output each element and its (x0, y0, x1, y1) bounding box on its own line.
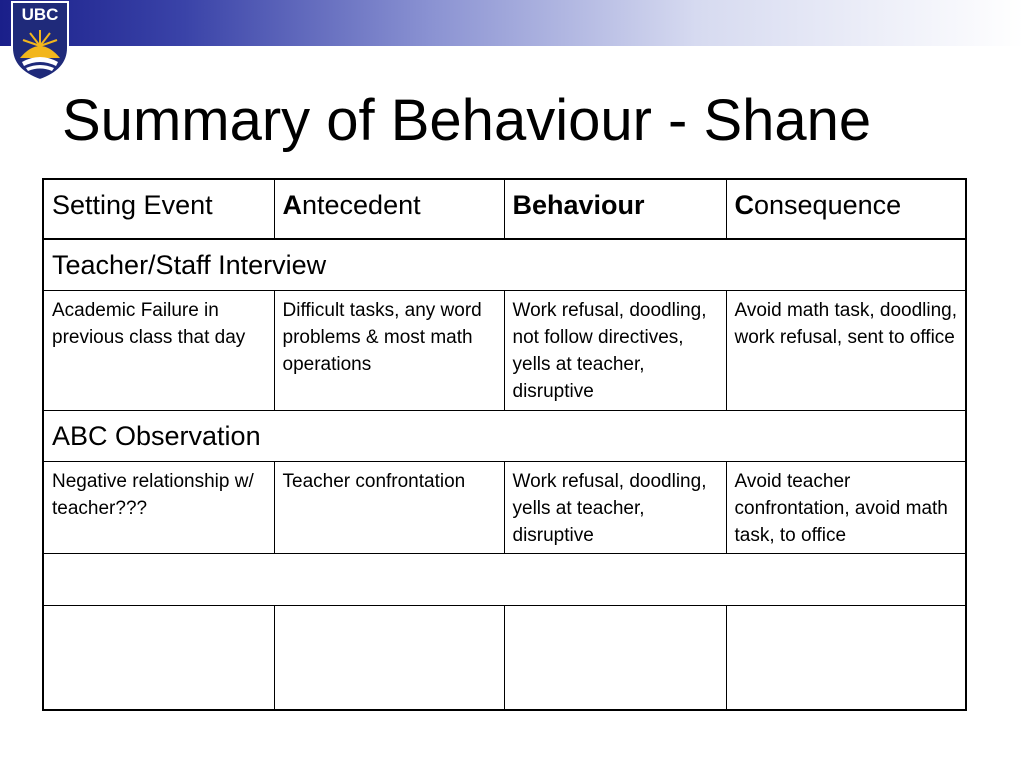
abc-summary-table (42, 178, 967, 711)
cell-setting-event: Negative relationship w/ teacher??? (43, 461, 274, 553)
blank-section-row (43, 553, 966, 605)
table-header-row (43, 179, 966, 239)
header-band (0, 0, 1024, 46)
cell-consequence: Avoid math task, doodling, work refusal, sent to office (726, 290, 966, 410)
cell-behaviour: Work refusal, doodling, not follow directives, yells at teacher, disruptive (504, 290, 726, 410)
section-row (43, 239, 966, 290)
header-consequence: Consequence (726, 179, 966, 239)
section-teacher-staff-interview: Teacher/Staff Interview (43, 239, 966, 290)
cell-antecedent: Difficult tasks, any word problems & most math operations (274, 290, 504, 410)
blank-section-cell (43, 553, 966, 605)
empty-cell (726, 605, 966, 710)
empty-cell (43, 605, 274, 710)
header-behaviour: Behaviour (504, 179, 726, 239)
cell-behaviour: Work refusal, doodling, yells at teacher, disruptive (504, 461, 726, 553)
logo-text: UBC (21, 5, 59, 24)
empty-table-row (43, 605, 966, 710)
empty-cell (504, 605, 726, 710)
ubc-logo (8, 0, 72, 82)
page-title: Summary of Behaviour - Shane (62, 88, 872, 153)
cell-setting-event: Academic Failure in previous class that day (43, 290, 274, 410)
table-row (43, 461, 966, 553)
empty-cell (274, 605, 504, 710)
header-setting-event: Setting Event (43, 179, 274, 239)
cell-antecedent: Teacher confrontation (274, 461, 504, 553)
table-row (43, 290, 966, 410)
header-antecedent: Antecedent (274, 179, 504, 239)
section-abc-observation: ABC Observation (43, 410, 966, 461)
section-row (43, 410, 966, 461)
cell-consequence: Avoid teacher confrontation, avoid math task, to office (726, 461, 966, 553)
